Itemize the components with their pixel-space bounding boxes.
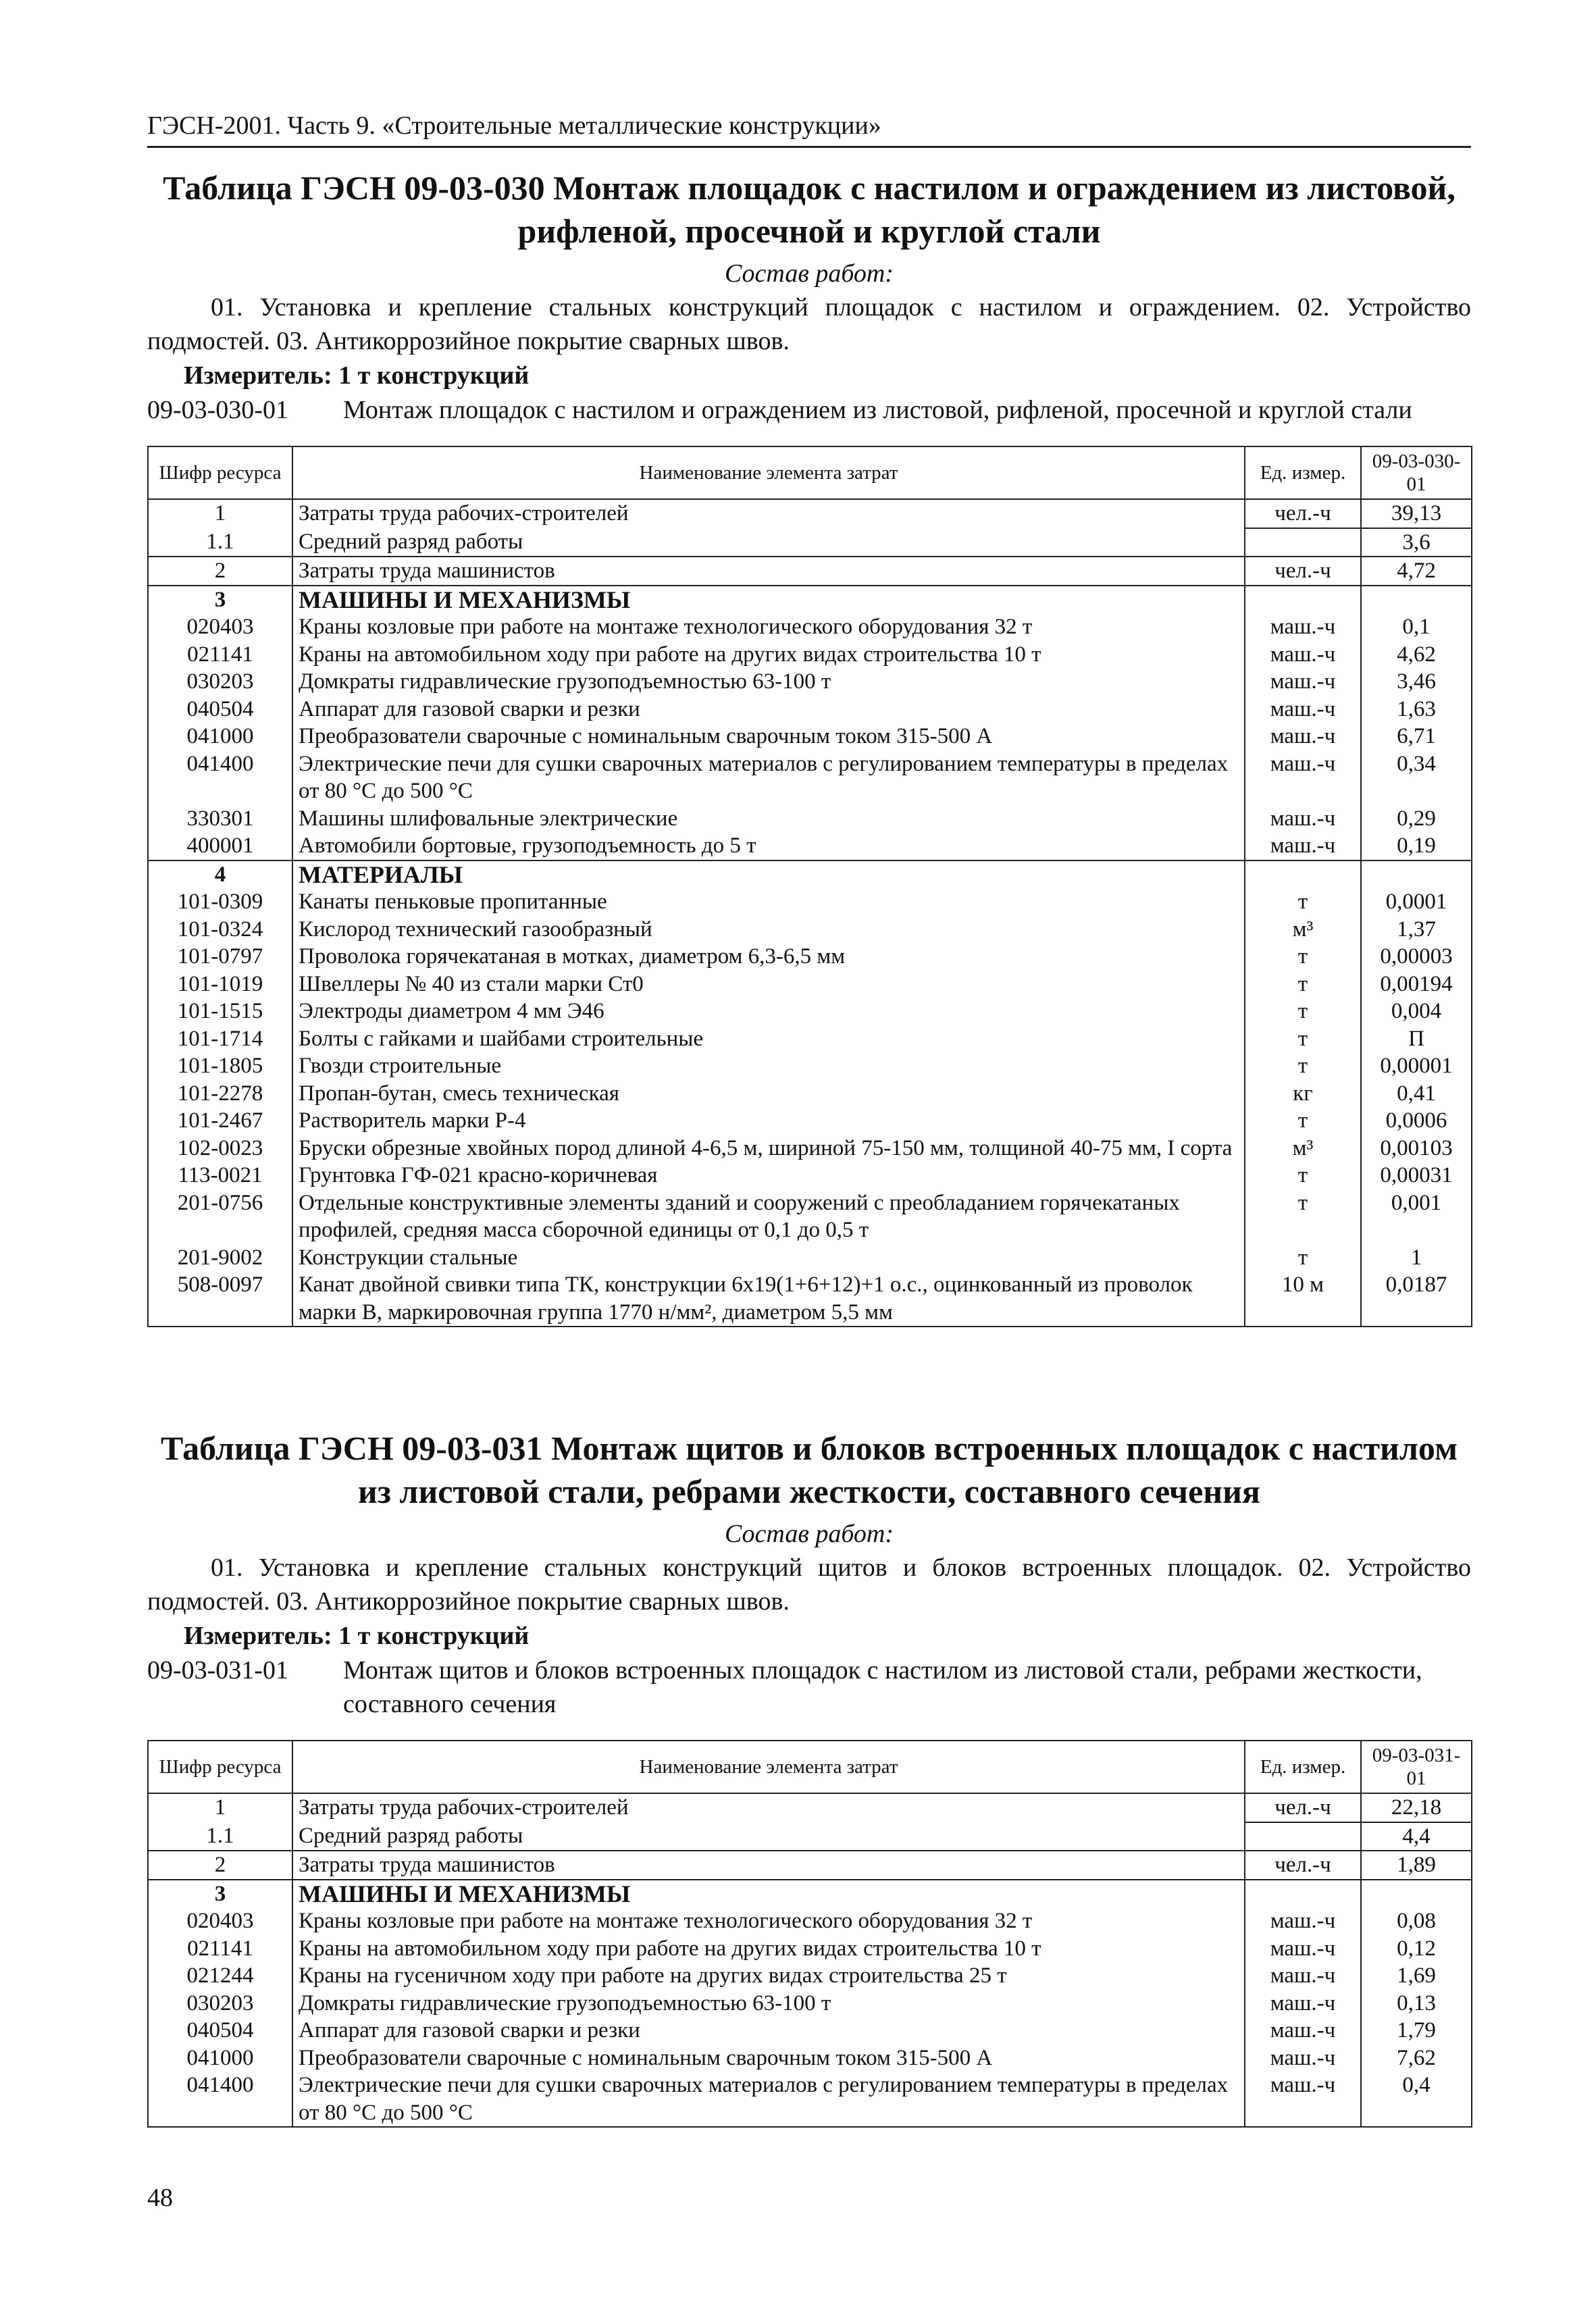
cell-unit: чел.-ч xyxy=(1245,1851,1361,1880)
cell-unit: маш.-ч xyxy=(1245,2072,1361,2127)
table-title: Таблица ГЭСН 09-03-030 Монтаж площадок с настилом и ограждением из листовой, рифленой, просечной и круглой стали xyxy=(163,169,1456,250)
cell-unit: маш.-ч xyxy=(1245,2017,1361,2045)
table-header-row xyxy=(148,1741,1472,1793)
table-row xyxy=(148,586,1472,614)
cell-norm-value: 3,6 xyxy=(1361,528,1472,557)
header-resource-code: Шифр ресурса xyxy=(148,1741,292,1793)
cell-unit: т xyxy=(1245,998,1361,1025)
cell-cost-element: Краны на гусеничном ходу при работе на других видах строительства 25 т xyxy=(292,1962,1245,1990)
cell-resource-code: 1 xyxy=(148,1793,292,1822)
cell-cost-element: Бруски обрезные хвойных пород длиной 4-6,5 м, шириной 75-150 мм, толщиной 40-75 мм, I сорта xyxy=(292,1135,1245,1162)
table-header-row xyxy=(148,446,1472,499)
cell-cost-element: Затраты труда машинистов xyxy=(292,557,1245,586)
cell-unit: 10 м xyxy=(1245,1271,1361,1327)
cell-norm-value: 4,72 xyxy=(1361,557,1472,586)
cell-unit xyxy=(1245,1822,1361,1851)
cell-resource-code: 101-0324 xyxy=(148,916,292,944)
cell-resource-code: 040504 xyxy=(148,2017,292,2045)
header-resource-code: Шифр ресурса xyxy=(148,446,292,499)
table-row xyxy=(148,1990,1472,2017)
header-unit: Ед. измер. xyxy=(1245,446,1361,499)
cell-resource-code: 020403 xyxy=(148,1907,292,1935)
cell-resource-code: 021141 xyxy=(148,641,292,669)
cell-unit xyxy=(1245,1880,1361,1908)
cell-unit: м³ xyxy=(1245,916,1361,944)
cell-norm-value: 1,79 xyxy=(1361,2017,1472,2045)
cell-norm-value: 7,62 xyxy=(1361,2045,1472,2072)
cell-unit: маш.-ч xyxy=(1245,1907,1361,1935)
table-row xyxy=(148,916,1472,944)
cell-cost-element: МАТЕРИАЛЫ xyxy=(292,860,1245,889)
norm-code: 09-03-030-01 xyxy=(147,396,288,424)
cell-resource-code: 041000 xyxy=(148,723,292,750)
cell-resource-code: 021244 xyxy=(148,1962,292,1990)
cell-cost-element: Машины шлифовальные электрические xyxy=(292,805,1245,833)
cell-unit: маш.-ч xyxy=(1245,613,1361,641)
cell-unit: маш.-ч xyxy=(1245,1962,1361,1990)
cell-resource-code: 101-2467 xyxy=(148,1107,292,1135)
cell-resource-code: 330301 xyxy=(148,805,292,833)
cell-cost-element: Краны на автомобильном ходу при работе на других видах строительства 10 т xyxy=(292,1935,1245,1963)
work-composition-text: 01. Установка и крепление стальных конструкций площадок с настилом и ограждением. 02. Устройство подмостей. 03. Антикоррозийное покрытие сварных швов. xyxy=(147,293,1471,355)
cell-norm-value: 0,004 xyxy=(1361,998,1472,1025)
cell-unit: маш.-ч xyxy=(1245,641,1361,669)
cell-norm-value: 39,13 xyxy=(1361,499,1472,528)
table-row xyxy=(148,1907,1472,1935)
cell-resource-code: 021141 xyxy=(148,1935,292,1963)
cell-resource-code: 041400 xyxy=(148,750,292,805)
table-section-09-03-031 xyxy=(147,1426,1471,2128)
cell-unit: чел.-ч xyxy=(1245,1793,1361,1822)
cell-resource-code: 1.1 xyxy=(148,528,292,557)
table-row xyxy=(148,1135,1472,1162)
cell-resource-code: 040504 xyxy=(148,696,292,723)
cell-resource-code: 113-0021 xyxy=(148,1162,292,1189)
cell-resource-code: 041000 xyxy=(148,2045,292,2072)
page-number: 48 xyxy=(147,2184,173,2212)
table-row xyxy=(148,750,1472,805)
cell-norm-value: П xyxy=(1361,1025,1472,1053)
cell-cost-element: Краны на автомобильном ходу при работе на других видах строительства 10 т xyxy=(292,641,1245,669)
cell-cost-element: Канат двойной свивки типа ТК, конструкции 6х19(1+6+12)+1 о.с., оцинкованный из проволок марки В, маркировочная группа 1770 н/мм², диаметром 5,5 мм xyxy=(292,1271,1245,1327)
cell-cost-element: Гвозди строительные xyxy=(292,1052,1245,1080)
cell-norm-value: 0,00103 xyxy=(1361,1135,1472,1162)
cell-unit: т xyxy=(1245,1244,1361,1272)
cell-norm-value: 0,00194 xyxy=(1361,971,1472,998)
cell-unit: т xyxy=(1245,1162,1361,1189)
cell-norm-value: 4,4 xyxy=(1361,1822,1472,1851)
cell-norm-value xyxy=(1361,586,1472,614)
table-row xyxy=(148,696,1472,723)
cell-norm-value: 0,00003 xyxy=(1361,943,1472,971)
cell-norm-value: 0,41 xyxy=(1361,1080,1472,1108)
cell-norm-value: 3,46 xyxy=(1361,668,1472,696)
cell-norm-value: 1,89 xyxy=(1361,1851,1472,1880)
header-cost-element: Наименование элемента затрат xyxy=(292,446,1245,499)
cell-cost-element: Растворитель марки Р-4 xyxy=(292,1107,1245,1135)
cell-resource-code: 4 xyxy=(148,860,292,889)
cell-resource-code: 101-1714 xyxy=(148,1025,292,1053)
table-row xyxy=(148,998,1472,1025)
cell-resource-code: 3 xyxy=(148,586,292,614)
work-composition-label: Состав работ: xyxy=(724,259,894,288)
cell-cost-element: Электрические печи для сушки сварочных материалов с регулированием температуры в пределах от 80 °С до 500 °С xyxy=(292,2072,1245,2127)
cell-resource-code: 101-1019 xyxy=(148,971,292,998)
norm-name: Монтаж площадок с настилом и ограждением из листовой, рифленой, просечной и круглой стали xyxy=(343,396,1412,424)
cell-unit: маш.-ч xyxy=(1245,750,1361,805)
cell-cost-element: МАШИНЫ И МЕХАНИЗМЫ xyxy=(292,586,1245,614)
cell-norm-value: 0,29 xyxy=(1361,805,1472,833)
cell-unit: маш.-ч xyxy=(1245,832,1361,860)
cell-resource-code: 020403 xyxy=(148,613,292,641)
cell-unit: чел.-ч xyxy=(1245,557,1361,586)
table-body xyxy=(148,1793,1472,2127)
cell-unit: т xyxy=(1245,943,1361,971)
cell-norm-value xyxy=(1361,1880,1472,1908)
cell-unit: маш.-ч xyxy=(1245,696,1361,723)
cell-cost-element: Болты с гайками и шайбами строительные xyxy=(292,1025,1245,1053)
table-row xyxy=(148,641,1472,669)
cell-cost-element: Аппарат для газовой сварки и резки xyxy=(292,2017,1245,2045)
cell-norm-value: 0,001 xyxy=(1361,1189,1472,1244)
table-section-09-03-030 xyxy=(147,166,1471,1327)
cell-unit xyxy=(1245,860,1361,889)
cell-cost-element: Средний разряд работы xyxy=(292,528,1245,557)
cell-resource-code: 2 xyxy=(148,557,292,586)
cell-norm-value: 1,63 xyxy=(1361,696,1472,723)
cell-unit: т xyxy=(1245,888,1361,916)
cell-norm-value: 6,71 xyxy=(1361,723,1472,750)
cell-norm-value: 4,62 xyxy=(1361,641,1472,669)
cell-unit: т xyxy=(1245,1107,1361,1135)
cell-cost-element: Электрические печи для сушки сварочных материалов с регулированием температуры в пределах от 80 °С до 500 °С xyxy=(292,750,1245,805)
cell-cost-element: Проволока горячекатаная в мотках, диаметром 6,3-6,5 мм xyxy=(292,943,1245,971)
table-row xyxy=(148,1880,1472,1908)
cell-cost-element: Домкраты гидравлические грузоподъемностью 63-100 т xyxy=(292,668,1245,696)
cell-cost-element: Кислород технический газообразный xyxy=(292,916,1245,944)
cell-norm-value: 22,18 xyxy=(1361,1793,1472,1822)
cell-cost-element: Краны козловые при работе на монтаже технологического оборудования 32 т xyxy=(292,613,1245,641)
cell-unit xyxy=(1245,528,1361,557)
cell-norm-value: 0,08 xyxy=(1361,1907,1472,1935)
cell-cost-element: Автомобили бортовые, грузоподъемность до 5 т xyxy=(292,832,1245,860)
cell-unit: чел.-ч xyxy=(1245,499,1361,528)
work-composition-text: 01. Установка и крепление стальных конструкций щитов и блоков встроенных площадок. 02. Устройство подмостей. 03. Антикоррозийное покрытие сварных швов. xyxy=(147,1553,1471,1616)
table-row xyxy=(148,557,1472,586)
cell-norm-value: 0,34 xyxy=(1361,750,1472,805)
cell-resource-code: 1.1 xyxy=(148,1822,292,1851)
cell-norm-value: 0,00031 xyxy=(1361,1162,1472,1189)
cell-resource-code: 101-0309 xyxy=(148,888,292,916)
cell-cost-element: Краны козловые при работе на монтаже технологического оборудования 32 т xyxy=(292,1907,1245,1935)
table-row xyxy=(148,971,1472,998)
cell-resource-code: 030203 xyxy=(148,668,292,696)
header-norm-value: 09-03-030-01 xyxy=(1361,446,1472,499)
table-row xyxy=(148,2072,1472,2127)
table-row xyxy=(148,1244,1472,1272)
cell-resource-code: 400001 xyxy=(148,832,292,860)
cell-norm-value: 0,12 xyxy=(1361,1935,1472,1963)
cell-resource-code: 3 xyxy=(148,1880,292,1908)
cell-cost-element: Преобразователи сварочные с номинальным сварочным током 315-500 А xyxy=(292,723,1245,750)
table-row xyxy=(148,1162,1472,1189)
norm-name: Монтаж щитов и блоков встроенных площадок с настилом из листовой стали, ребрами жесткости, составного сечения xyxy=(343,1656,1422,1718)
cell-resource-code: 041400 xyxy=(148,2072,292,2127)
cell-resource-code: 030203 xyxy=(148,1990,292,2017)
cell-cost-element: Отдельные конструктивные элементы зданий и сооружений с преобладанием горячекатаных профилей, средняя масса сборочной единицы от 0,1 до 0,5 т xyxy=(292,1189,1245,1244)
table-row xyxy=(148,1935,1472,1963)
table-row xyxy=(148,1107,1472,1135)
table-row xyxy=(148,1793,1472,1822)
cell-norm-value: 0,0006 xyxy=(1361,1107,1472,1135)
cell-cost-element: Домкраты гидравлические грузоподъемностью 63-100 т xyxy=(292,1990,1245,2017)
cell-norm-value: 0,1 xyxy=(1361,613,1472,641)
cell-cost-element: Швеллеры № 40 из стали марки Ст0 xyxy=(292,971,1245,998)
table-body xyxy=(148,499,1472,1327)
cell-unit: т xyxy=(1245,971,1361,998)
cell-unit: т xyxy=(1245,1025,1361,1053)
table-row xyxy=(148,860,1472,889)
cell-cost-element: Преобразователи сварочные с номинальным сварочным током 315-500 А xyxy=(292,2045,1245,2072)
norm-description xyxy=(147,393,1471,427)
cell-cost-element: Грунтовка ГФ-021 красно-коричневая xyxy=(292,1162,1245,1189)
header-cost-element: Наименование элемента затрат xyxy=(292,1741,1245,1793)
cell-norm-value: 0,0001 xyxy=(1361,888,1472,916)
cell-resource-code: 1 xyxy=(148,499,292,528)
cell-resource-code: 508-0097 xyxy=(148,1271,292,1327)
cell-resource-code: 201-0756 xyxy=(148,1189,292,1244)
cell-norm-value xyxy=(1361,860,1472,889)
table-row xyxy=(148,888,1472,916)
table-row xyxy=(148,832,1472,860)
cell-cost-element: Пропан-бутан, смесь техническая xyxy=(292,1080,1245,1108)
cell-cost-element: Электроды диаметром 4 мм Э46 xyxy=(292,998,1245,1025)
table-row xyxy=(148,1962,1472,1990)
header-norm-value: 09-03-031-01 xyxy=(1361,1741,1472,1793)
cell-resource-code: 102-0023 xyxy=(148,1135,292,1162)
header-unit: Ед. измер. xyxy=(1245,1741,1361,1793)
cell-resource-code: 101-1515 xyxy=(148,998,292,1025)
table-row xyxy=(148,723,1472,750)
cell-cost-element: Затраты труда рабочих-строителей xyxy=(292,499,1245,528)
cell-unit: т xyxy=(1245,1052,1361,1080)
cell-unit: маш.-ч xyxy=(1245,1935,1361,1963)
work-composition-label: Состав работ: xyxy=(724,1520,894,1548)
cell-norm-value: 1 xyxy=(1361,1244,1472,1272)
cell-unit: маш.-ч xyxy=(1245,668,1361,696)
cell-norm-value: 0,13 xyxy=(1361,1990,1472,2017)
cell-cost-element: Аппарат для газовой сварки и резки xyxy=(292,696,1245,723)
cell-norm-value: 0,19 xyxy=(1361,832,1472,860)
norm-code: 09-03-031-01 xyxy=(147,1656,288,1685)
running-header: ГЭСН-2001. Часть 9. «Строительные металлические конструкции» xyxy=(147,108,1471,148)
cell-unit: м³ xyxy=(1245,1135,1361,1162)
cell-unit xyxy=(1245,586,1361,614)
cell-norm-value: 0,0187 xyxy=(1361,1271,1472,1327)
cell-unit: кг xyxy=(1245,1080,1361,1108)
cell-resource-code: 201-9002 xyxy=(148,1244,292,1272)
cell-unit: т xyxy=(1245,1189,1361,1244)
table-row xyxy=(148,805,1472,833)
cell-unit: маш.-ч xyxy=(1245,805,1361,833)
norm-description xyxy=(147,1653,1471,1721)
cell-norm-value: 1,37 xyxy=(1361,916,1472,944)
table-row xyxy=(148,528,1472,557)
table-row xyxy=(148,1052,1472,1080)
cell-cost-element: Затраты труда машинистов xyxy=(292,1851,1245,1880)
cell-resource-code: 2 xyxy=(148,1851,292,1880)
table-row xyxy=(148,2045,1472,2072)
table-row xyxy=(148,1025,1472,1053)
table-row xyxy=(148,613,1472,641)
table-row xyxy=(148,668,1472,696)
table-row xyxy=(148,2017,1472,2045)
cell-cost-element: Конструкции стальные xyxy=(292,1244,1245,1272)
cell-unit: маш.-ч xyxy=(1245,1990,1361,2017)
cell-norm-value: 1,69 xyxy=(1361,1962,1472,1990)
table-row xyxy=(148,499,1472,528)
cell-cost-element: Канаты пеньковые пропитанные xyxy=(292,888,1245,916)
table-row xyxy=(148,1822,1472,1851)
table-row xyxy=(148,1271,1472,1327)
cell-resource-code: 101-0797 xyxy=(148,943,292,971)
cell-resource-code: 101-1805 xyxy=(148,1052,292,1080)
table-row xyxy=(148,1851,1472,1880)
unit-of-measure: Измеритель: 1 т конструкций xyxy=(184,361,530,390)
cell-unit: маш.-ч xyxy=(1245,723,1361,750)
cell-cost-element: Затраты труда рабочих-строителей xyxy=(292,1793,1245,1822)
table-row xyxy=(148,1189,1472,1244)
table-row xyxy=(148,1080,1472,1108)
cell-norm-value: 0,4 xyxy=(1361,2072,1472,2127)
cell-norm-value: 0,00001 xyxy=(1361,1052,1472,1080)
cell-cost-element: Средний разряд работы xyxy=(292,1822,1245,1851)
cell-unit: маш.-ч xyxy=(1245,2045,1361,2072)
unit-of-measure: Измеритель: 1 т конструкций xyxy=(184,1622,530,1650)
table-row xyxy=(148,943,1472,971)
table-title: Таблица ГЭСН 09-03-031 Монтаж щитов и блоков встроенных площадок с настилом из листовой стали, ребрами жесткости, составного сечения xyxy=(160,1429,1458,1510)
cell-cost-element: МАШИНЫ И МЕХАНИЗМЫ xyxy=(292,1880,1245,1908)
resource-table xyxy=(147,1740,1472,2128)
resource-table xyxy=(147,446,1472,1327)
cell-resource-code: 101-2278 xyxy=(148,1080,292,1108)
